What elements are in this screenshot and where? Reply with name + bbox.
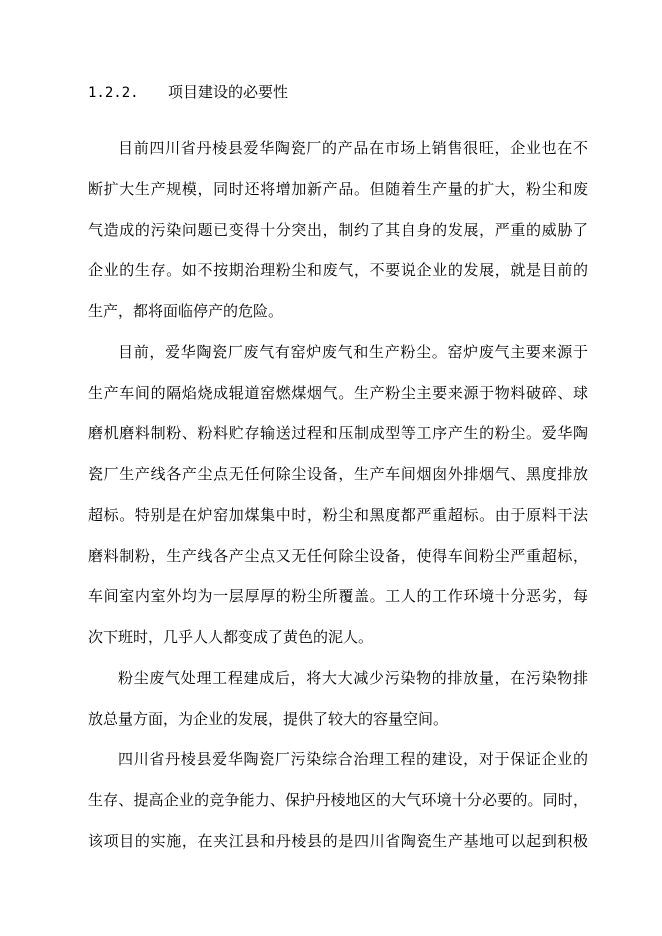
body-text [88, 128, 588, 862]
paragraph-line: 粉尘废气处理工程建成后，将大大减少污染物的排放量，在污染物排 [118, 668, 588, 687]
paragraph-line: 目前四川省丹棱县爱华陶瓷厂的产品在市场上销售很旺，企业也在不 [118, 139, 588, 157]
paragraph-line: 次下班时，几乎人人都变成了黄色的泥人。 [88, 628, 374, 646]
paragraph-line: 超标。特别是在炉窑加煤集中时，粉尘和黑度都严重超标。由于原料干法 [88, 505, 588, 524]
section-title: 项目建设的必要性 [168, 83, 289, 101]
paragraph-line: 四川省丹棱县爱华陶瓷厂污染综合治理工程的建设，对于保证企业的 [118, 750, 588, 769]
paragraph-line: 生存、提高企业的竞争能力、保护丹棱地区的大气环境十分必要的。同时， [88, 791, 588, 809]
paragraph-line: 磨机磨料制粉、粉料贮存输送过程和压制成型等工序产生的粉尘。爱华陶 [88, 424, 588, 443]
paragraph-line: 生产车间的隔焰烧成辊道窑燃煤烟气。生产粉尘主要来源于物料破碎、球 [88, 383, 588, 402]
paragraph-line: 磨料制粉，生产线各产尘点又无任何除尘设备，使得车间粉尘严重超标， [88, 546, 588, 565]
paragraph-line: 气造成的污染问题已变得十分突出，制约了其自身的发展，严重的威胁了 [88, 220, 588, 239]
paragraph-line: 放总量方面，为企业的发展，提供了较大的容量空间。 [88, 709, 449, 728]
paragraph-line: 企业的生存。如不按期治理粉尘和废气，不要说企业的发展，就是目前的 [88, 261, 588, 280]
paragraph-line: 断扩大生产规模，同时还将增加新产品。但随着生产量的扩大，粉尘和废 [88, 179, 588, 198]
paragraph-line: 目前，爱华陶瓷厂废气有窑炉废气和生产粉尘。窑炉废气主要来源于 [118, 342, 588, 361]
paragraph-line: 瓷厂生产线各产尘点无任何除尘设备，生产车间烟囱外排烟气、黑度排放 [88, 465, 588, 483]
section-number: 1.2.2. [88, 85, 139, 101]
paragraph-line: 生产，都将面临停产的危险。 [88, 302, 284, 320]
section-heading [88, 81, 288, 104]
paragraph-line: 车间室内室外均为一层厚厚的粉尘所覆盖。工人的工作环境十分恶劣，每 [88, 587, 588, 606]
paragraph-line: 该项目的实施，在夹江县和丹棱县的是四川省陶瓷生产基地可以起到积极 [88, 831, 588, 850]
